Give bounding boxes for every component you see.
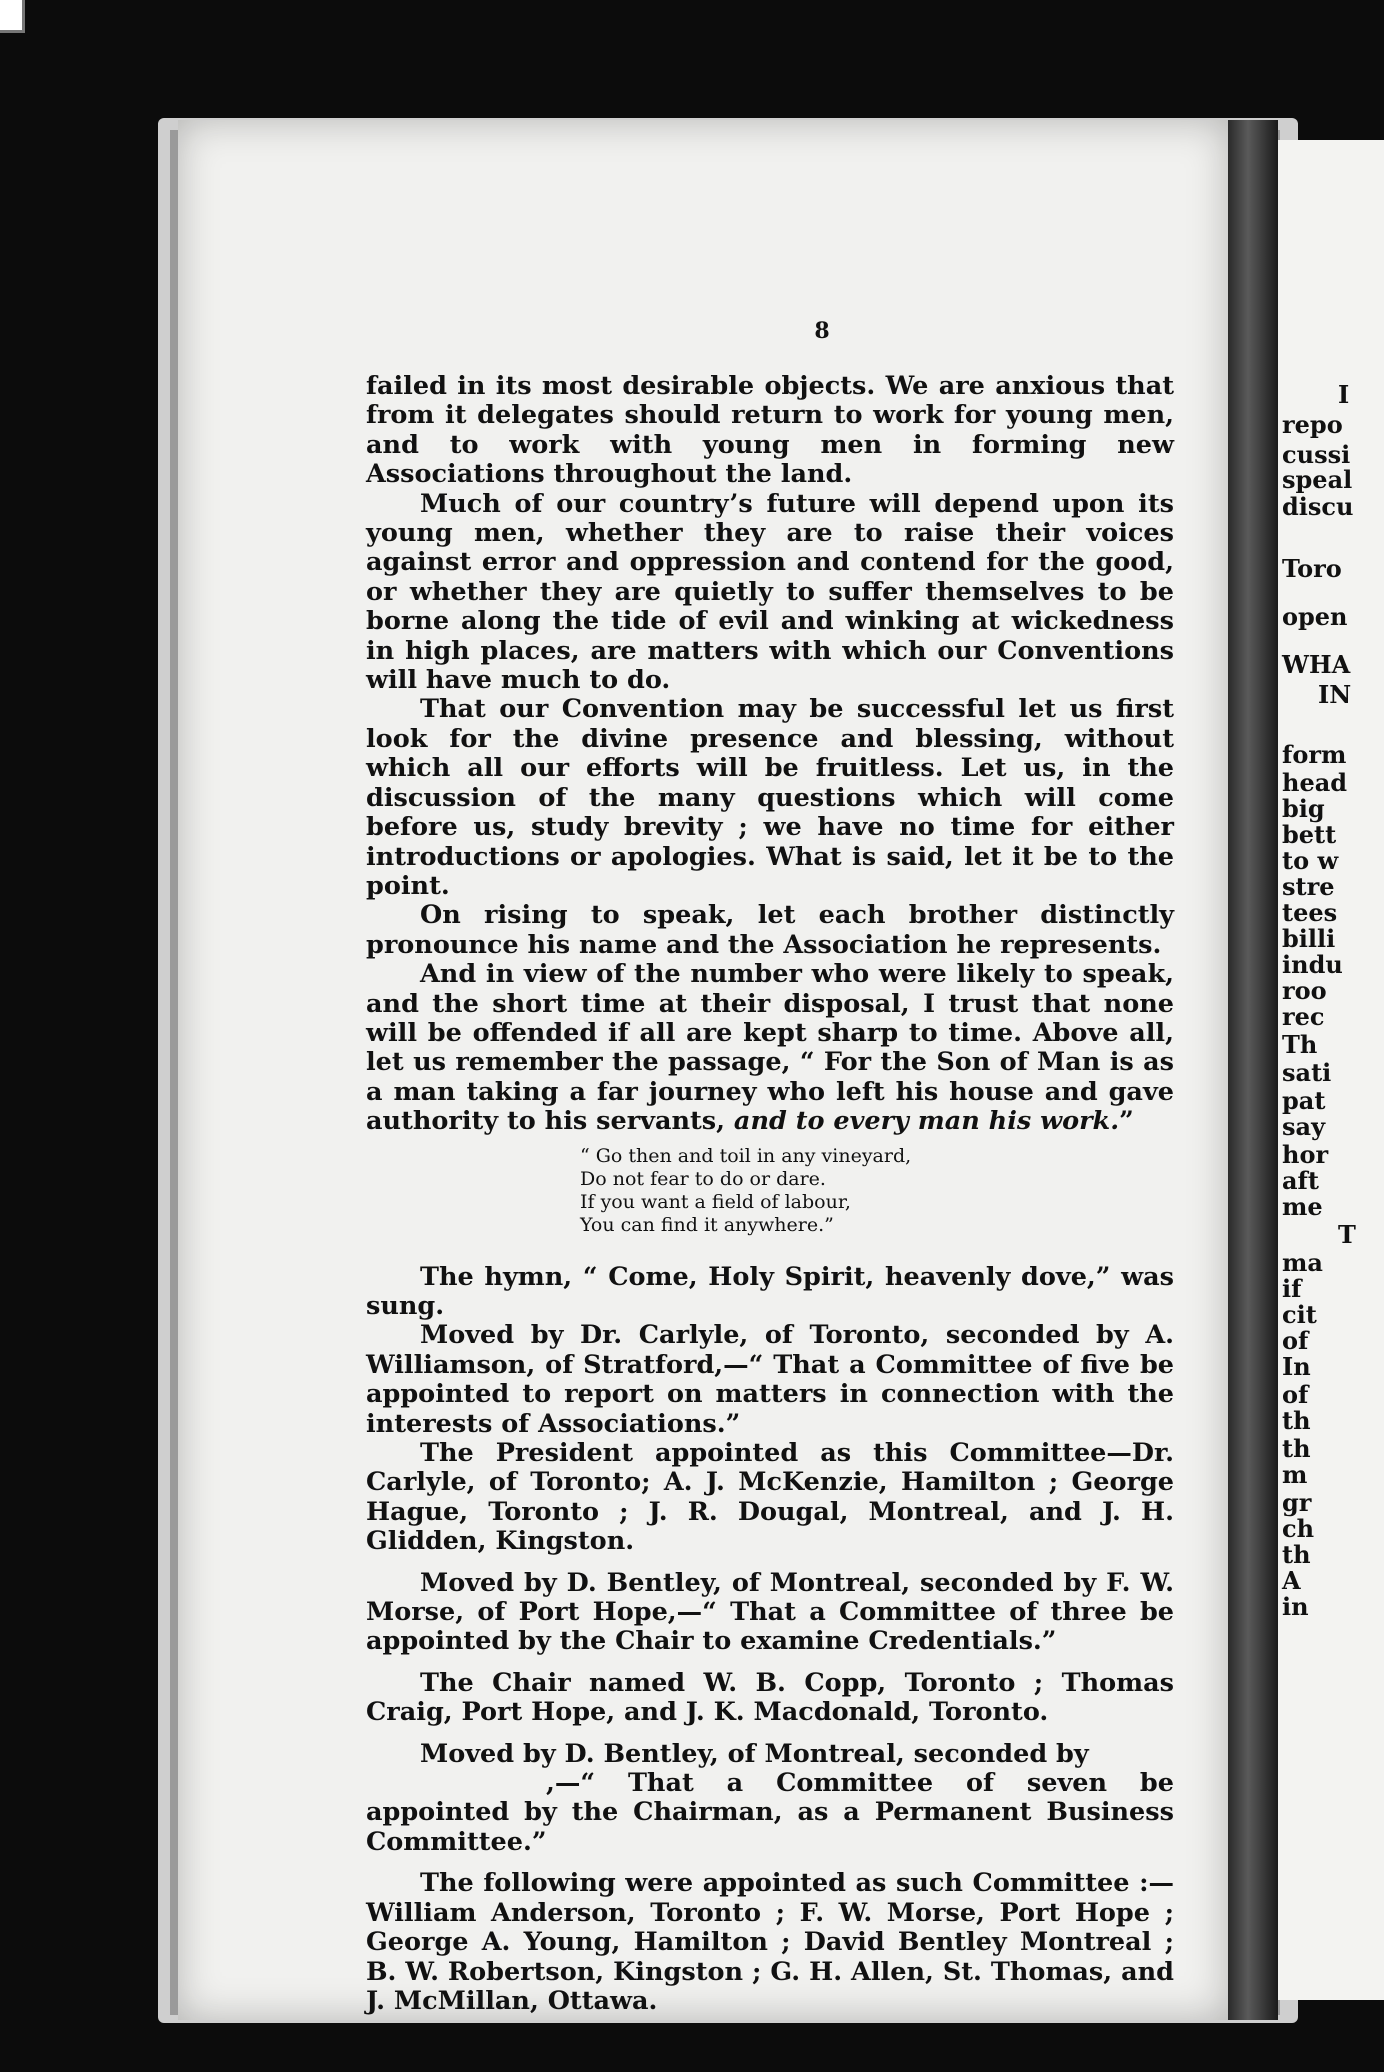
adjacent-page-fragment: tees: [1282, 898, 1338, 927]
paragraph-text: And in view of the number who were likely to speak, and the short time at their disposal, I trust that none will be offended if all are kept sharp to time. Above all, let us remember the passage, “ For the Son of Man is as a man taking a far journey who left his house and gave authority to his servants,: [366, 959, 1174, 1137]
adjacent-page-fragment: repo: [1282, 410, 1343, 439]
adjacent-page-fragment: in: [1282, 1592, 1309, 1621]
adjacent-page-fragment: pat: [1282, 1086, 1326, 1115]
minutes-entry: Moved by Dr. Carlyle, of Toronto, seconded by A. Williamson, of Stratford,—“ That a Committee of five be appointed to report on matters in connection with the interests of Associations.”: [366, 1320, 1174, 1439]
paragraph: That our Convention may be successful let us first look for the divine presence and blessing, without which all our efforts will be fruitless. Let us, in the discussion of the many questions which will come before us, study brevity ; we have no time for either introductions or apologies. What is said, let it be to the point.: [366, 694, 1174, 901]
page-number: 8: [814, 318, 830, 344]
adjacent-page-fragment: th: [1282, 1406, 1311, 1435]
adjacent-page-fragment: of: [1282, 1326, 1309, 1355]
paragraph: [366, 960, 1174, 1136]
italic-quote: and to every man his work.: [733, 1106, 1120, 1137]
committee-list: The following were appointed as such Committee :—William Anderson, Toronto ; F. W. Morse, Port Hope ; George A. Young, Hamilton ; David Bentley Montreal ; B. W. Robertson, Kingston ; G. H. Allen, St. Thomas, and J. McMillan, Ottawa.: [366, 1868, 1174, 2016]
adjacent-page-fragment: bett: [1282, 820, 1337, 849]
adjacent-page-fragment: A: [1282, 1566, 1301, 1595]
adjacent-page-fragment: m: [1282, 1460, 1308, 1489]
adjacent-page-fragment: th: [1282, 1434, 1311, 1463]
adjacent-page-fragment: billi: [1282, 924, 1336, 953]
adjacent-page-fragment: Toro: [1282, 554, 1342, 583]
minutes-entry: [366, 1769, 1174, 1857]
adjacent-page-fragment: rec: [1282, 1002, 1325, 1031]
adjacent-page-fragment: In: [1282, 1352, 1311, 1381]
adjacent-page-fragment: open: [1282, 602, 1348, 631]
scan-corner-mark: [0, 0, 25, 33]
adjacent-page-fragment: gr: [1282, 1488, 1312, 1517]
paragraph: On rising to speak, let each brother distinctly pronounce his name and the Association he represents.: [366, 900, 1174, 960]
adjacent-page-fragment: I: [1338, 380, 1350, 409]
minutes-entry: The Chair named W. B. Copp, Toronto ; Thomas Craig, Port Hope, and J. K. Macdonald, Toronto.: [366, 1667, 1174, 1728]
adjacent-page-fragment: sati: [1282, 1058, 1332, 1087]
adjacent-page-fragment: T: [1338, 1220, 1356, 1249]
adjacent-page-fragment: if: [1282, 1274, 1302, 1303]
adjacent-page-fragment: roo: [1282, 976, 1327, 1005]
adjacent-page-fragment: big: [1282, 794, 1325, 823]
adjacent-page-fragment: aft: [1282, 1166, 1319, 1195]
adjacent-page-fragment: cussi: [1282, 440, 1351, 469]
adjacent-page-fragment: discu: [1282, 492, 1354, 521]
poem-line: If you want a field of labour,: [580, 1190, 851, 1213]
adjacent-page-fragment: stre: [1282, 872, 1335, 901]
adjacent-page-fragment: of: [1282, 1380, 1309, 1409]
minutes-entry: The hymn, “ Come, Holy Spirit, heavenly dove,” was sung.: [366, 1261, 1174, 1321]
adjacent-page-fragment: cit: [1282, 1300, 1317, 1329]
adjacent-page-fragment: speal: [1282, 465, 1353, 494]
poem-line: “ Go then and toil in any vineyard,: [580, 1144, 912, 1167]
adjacent-page-fragment: indu: [1282, 950, 1343, 979]
adjacent-page-fragment: th: [1282, 1540, 1311, 1569]
minutes-entry-text: ,—“ That a Committee of seven be appointed by the Chairman, as a Permanent Business Committee.”: [366, 1768, 1174, 1857]
poem-line: You can find it anywhere.”: [580, 1213, 834, 1236]
adjacent-page-fragment: head: [1282, 768, 1348, 797]
adjacent-page-fragment: Th: [1282, 1030, 1318, 1059]
minutes-entry: Moved by D. Bentley, of Montreal, seconded by F. W. Morse, of Port Hope,—“ That a Committee of three be appointed by the Chair to examine Credentials.”: [366, 1567, 1174, 1657]
adjacent-page-fragment: to w: [1282, 846, 1339, 875]
minutes-entry: Moved by D. Bentley, of Montreal, seconded by: [420, 1738, 1089, 1769]
adjacent-page-fragment: WHA: [1282, 650, 1351, 679]
page-body: [366, 372, 1174, 2016]
adjacent-page-fragment: ch: [1282, 1514, 1315, 1543]
adjacent-page-fragment: hor: [1282, 1140, 1329, 1169]
adjacent-page: [1278, 140, 1384, 2000]
paragraph: Much of our country’s future will depend upon its young men, whether they are to raise their voices against error and oppression and contend for the good, or whether they are quietly to suffer themselves to be borne along the tide of evil and winking at wickedness in high places, are matters with which our Conventions will have much to do.: [366, 488, 1174, 696]
adjacent-page-fragment: form: [1282, 740, 1347, 769]
quote-close: ”: [1119, 1106, 1134, 1137]
book-binding-gutter: [1228, 120, 1278, 2020]
adjacent-page-fragment: me: [1282, 1192, 1323, 1221]
adjacent-page-fragment: ma: [1282, 1248, 1323, 1277]
adjacent-page-fragment: say: [1282, 1112, 1326, 1141]
poem-verse: [580, 1145, 1174, 1237]
paragraph: failed in its most desirable objects. We are anxious that from it delegates should return to work for young men, and to work with young men in forming new Associations throughout the land.: [366, 371, 1174, 490]
minutes-entry: The President appointed as this Committee—Dr. Carlyle, of Toronto; A. J. McKenzie, Hamilton ; George Hague, Toronto ; J. R. Dougal, Montreal, and J. H. Glidden, Kingston.: [366, 1438, 1174, 1557]
adjacent-page-fragment: IN: [1318, 680, 1352, 709]
poem-line: Do not fear to do or dare.: [580, 1167, 826, 1190]
